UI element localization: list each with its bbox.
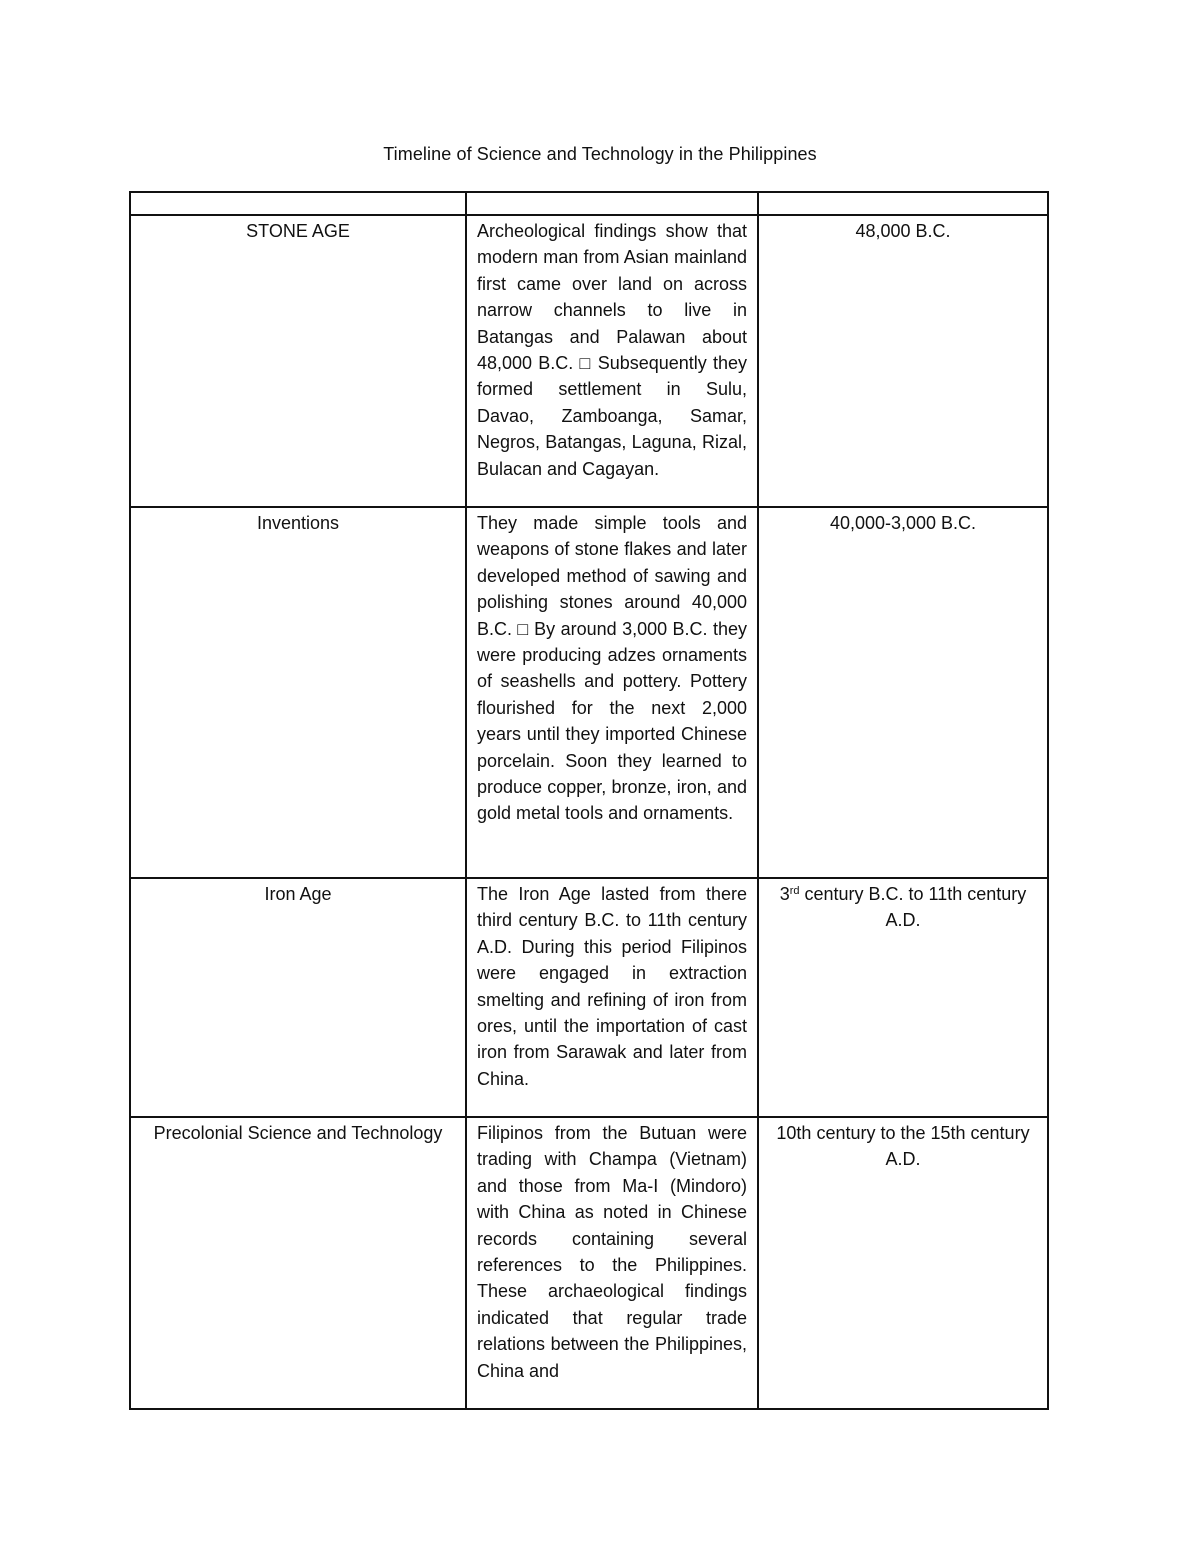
- date-cell: [758, 878, 1048, 1117]
- header-cell: [466, 192, 758, 215]
- header-cell: [130, 192, 466, 215]
- description-cell: They made simple tools and weapons of stone flakes and later developed method of sawing and polishing stones around 40,000 B.C. □ By around 3,000 B.C. they were producing adzes ornaments of seashells and pottery. Pottery flourished for the next 2,000 years until they imported Chinese porcelain. Soon they learned to produce copper, bronze, iron, and gold metal tools and ornaments.: [466, 507, 758, 878]
- date-cell: 10th century to the 15th century A.D.: [758, 1117, 1048, 1409]
- era-cell: Inventions: [130, 507, 466, 878]
- era-cell: Iron Age: [130, 878, 466, 1117]
- description-cell: Filipinos from the Butuan were trading with Champa (Vietnam) and those from Ma-I (Mindoro) with China as noted in Chinese records containing several references to the Philippines. These archaeological findings indicated that regular trade relations between the Philippines, China and: [466, 1117, 758, 1409]
- date-cell: 40,000-3,000 B.C.: [758, 507, 1048, 878]
- date-number: 3: [779, 884, 790, 904]
- header-cell: [758, 192, 1048, 215]
- table-row: [130, 1117, 1048, 1409]
- era-cell: STONE AGE: [130, 215, 466, 507]
- table-row: [130, 878, 1048, 1117]
- description-cell: The Iron Age lasted from there third century B.C. to 11th century A.D. During this period Filipinos were engaged in extraction smelting and refining of iron from ores, until the importation of cast iron from Sarawak and later from China.: [466, 878, 758, 1117]
- table-row: [130, 507, 1048, 878]
- timeline-table: [129, 191, 1049, 1410]
- era-cell: Precolonial Science and Technology: [130, 1117, 466, 1409]
- date-cell: 48,000 B.C.: [758, 215, 1048, 507]
- date-rest: century B.C. to 11th century A.D.: [799, 884, 1027, 931]
- date-superscript: rd: [789, 885, 800, 897]
- document-title: Timeline of Science and Technology in the Philippines: [383, 144, 817, 164]
- table-header-row: [130, 192, 1048, 215]
- description-cell: Archeological findings show that modern man from Asian mainland first came over land on across narrow channels to live in Batangas and Palawan about 48,000 B.C. □ Subsequently they formed settlement in Sulu, Davao, Zamboanga, Samar, Negros, Batangas, Laguna, Rizal, Bulacan and Cagayan.: [466, 215, 758, 507]
- table-row: [130, 215, 1048, 507]
